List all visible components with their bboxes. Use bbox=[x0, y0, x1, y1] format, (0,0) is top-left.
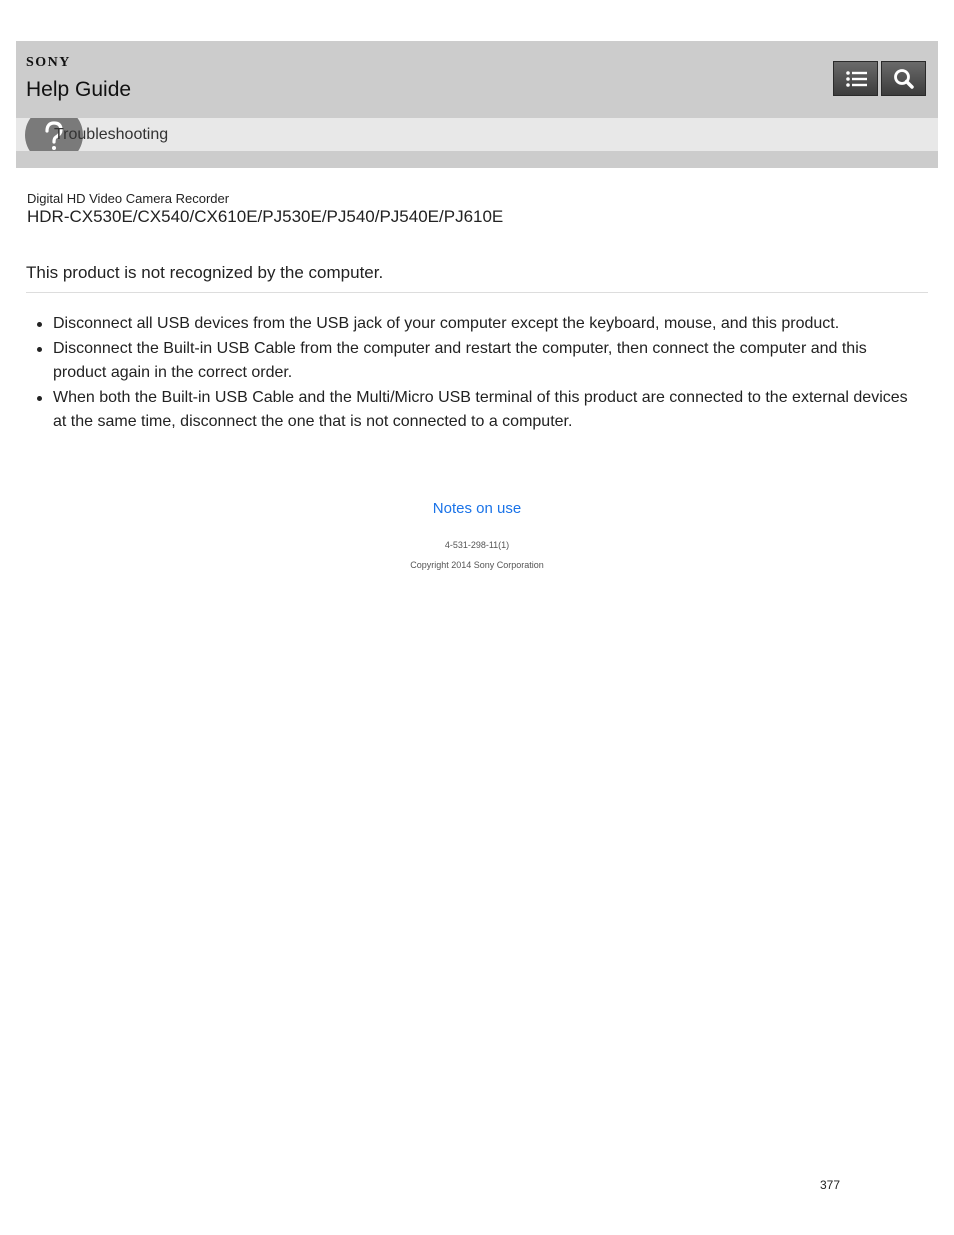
header bbox=[16, 41, 938, 118]
category-subbar bbox=[16, 151, 938, 168]
search-icon bbox=[882, 62, 927, 97]
notes-on-use-link[interactable]: Notes on use bbox=[432, 500, 522, 517]
topic-title: This product is not recognized by the computer. bbox=[26, 263, 384, 282]
category-label[interactable]: Troubleshooting bbox=[54, 126, 169, 143]
list-icon bbox=[834, 62, 879, 97]
help-guide-title[interactable]: Help Guide bbox=[26, 78, 132, 101]
divider bbox=[26, 292, 928, 293]
category-bar bbox=[16, 118, 938, 151]
page-number: 377 bbox=[820, 1178, 841, 1192]
list-item: Disconnect the Built-in USB Cable from the computer and restart the computer, then connect the computer and this product again in the correct order. bbox=[53, 337, 923, 386]
product-type: Digital HD Video Camera Recorder bbox=[27, 191, 230, 206]
product-models: HDR-CX530E/CX540/CX610E/PJ530E/PJ540/PJ540E/PJ610E bbox=[27, 207, 504, 226]
document-code: 4-531-298-11(1) bbox=[444, 540, 510, 550]
sony-logo: SONY bbox=[26, 55, 71, 70]
search-button[interactable] bbox=[881, 61, 926, 96]
copyright: Copyright 2014 Sony Corporation bbox=[410, 560, 544, 570]
list-item: Disconnect all USB devices from the USB jack of your computer except the keyboard, mouse, and this product. bbox=[53, 312, 923, 337]
toc-button[interactable] bbox=[833, 61, 878, 96]
solution-list bbox=[53, 312, 923, 435]
list-item: When both the Built-in USB Cable and the Multi/Micro USB terminal of this product are connected to the external devices at the same time, disconnect the one that is not connected to a computer. bbox=[53, 386, 923, 435]
